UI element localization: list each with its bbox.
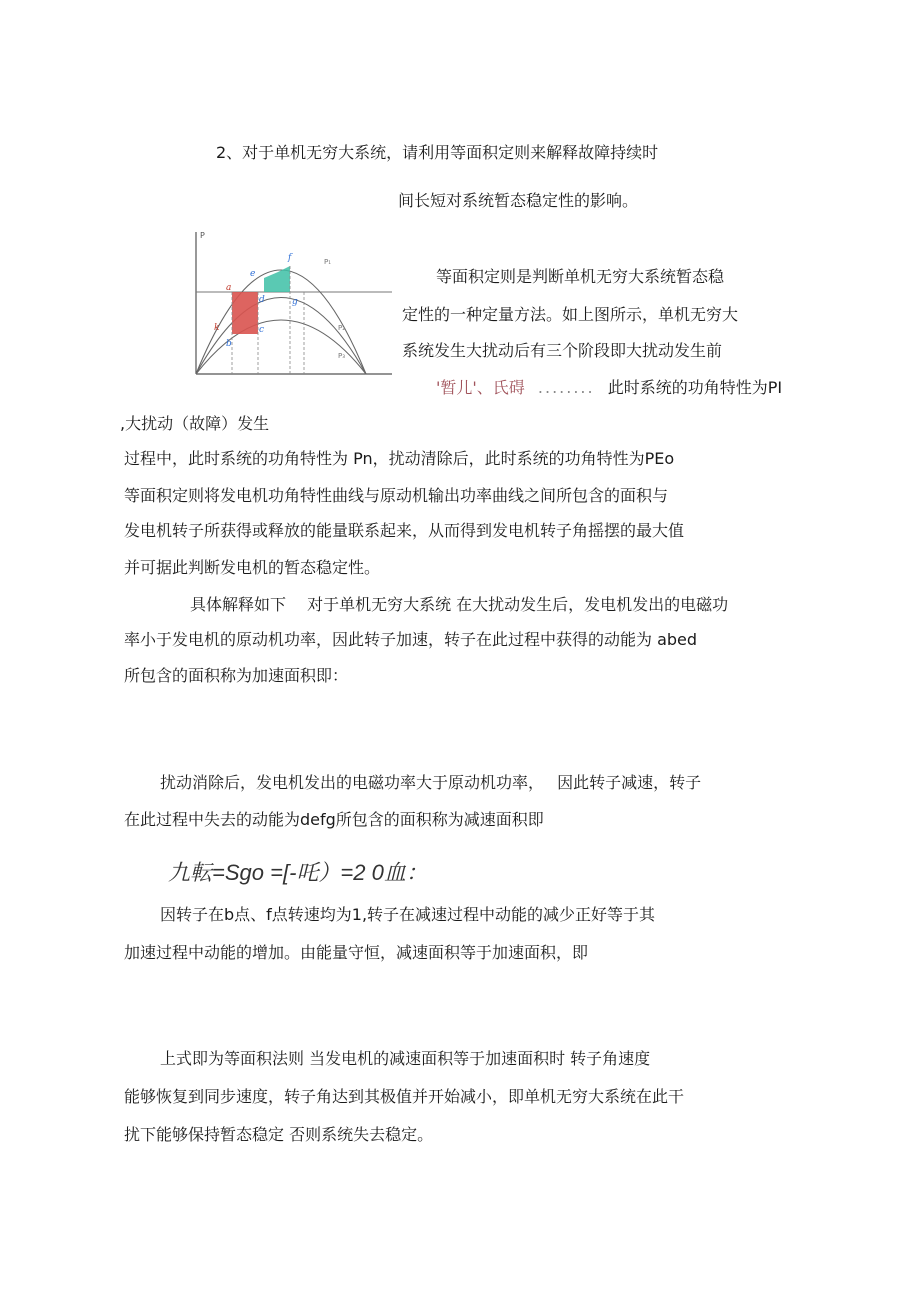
curve-label-2: P₂ <box>338 324 346 332</box>
curve-label-1: P₁ <box>324 258 332 266</box>
point-a: a <box>226 283 232 293</box>
intro-line-5: ,大扰动（故障）发生 <box>120 414 270 433</box>
power-angle-figure <box>186 226 398 378</box>
point-e: e <box>250 269 256 279</box>
intro-line-9: 并可据此判断发电机的暂态稳定性。 <box>124 558 381 577</box>
intro-garbled-text: '暂儿'、氏碍 <box>436 378 525 397</box>
conclusion-line-1: 上式即为等面积法则 当发电机的减速面积等于加速面积时 转子角速度 <box>160 1049 651 1068</box>
speed-line-2: 加速过程中动能的增加。由能量守恒，减速面积等于加速面积，即 <box>124 943 589 962</box>
intro-line-8: 发电机转子所获得或释放的能量联系起来，从而得到发电机转子角摇摆的最大值 <box>124 521 685 540</box>
acceleration-area <box>232 292 258 334</box>
conclusion-line-3: 扰下能够保持暂态稳定 否则系统失去稳定。 <box>124 1125 434 1144</box>
intro-line-3: 系统发生大扰动后有三个阶段即大扰动发生前 <box>402 341 723 360</box>
explain-line-2: 率小于发电机的原动机功率，因此转子加速，转子在此过程中获得的动能为 abed <box>124 630 698 649</box>
intro-line-6: 过程中，此时系统的功角特性为 Pn，扰动清除后，此时系统的功角特性为PEo <box>124 449 675 468</box>
point-d: d <box>259 295 265 305</box>
intro-line-4 <box>436 377 782 399</box>
decel-line-1: 扰动消除后，发电机发出的电磁功率大于原动机功率， 因此转子减速，转子 <box>160 773 702 792</box>
intro-line-7: 等面积定则将发电机功角特性曲线与原动机输出功率曲线之间所包含的面积与 <box>124 486 669 505</box>
intro-dots: ........ <box>537 378 595 397</box>
question-line-2: 间长短对系统暂态稳定性的影响。 <box>398 191 639 210</box>
point-c: c <box>259 325 265 335</box>
point-b: b <box>226 339 232 349</box>
conclusion-line-2: 能够恢复到同步速度，转子角达到其极值并开始减小，即单机无穷大系统在此干 <box>124 1087 685 1106</box>
y-axis-label: P <box>200 231 205 240</box>
explain-line-3: 所包含的面积称为加速面积即： <box>124 666 349 685</box>
intro-p1-text: 此时系统的功角特性为PI <box>607 378 783 397</box>
decel-line-2: 在此过程中失去的动能为defg所包含的面积称为减速面积即 <box>124 810 544 829</box>
intro-line-1: 等面积定则是判断单机无穷大系统暂态稳 <box>436 267 725 286</box>
point-g: g <box>292 297 298 307</box>
point-f: f <box>288 253 292 263</box>
deceleration-formula: 九転=Sgo =[-吒）=2 0血： <box>168 860 428 885</box>
intro-line-2: 定性的一种定量方法。如上图所示，单机无穷大 <box>402 305 739 324</box>
question-line-1: 2、对于单机无穷大系统，请利用等面积定则来解释故障持续时 <box>216 143 659 162</box>
explain-line-1: 具体解释如下 对于单机无穷大系统 在大扰动发生后，发电机发出的电磁功 <box>190 595 729 614</box>
speed-line-1: 因转子在b点、f点转速均为1,转子在减速过程中动能的减少正好等于其 <box>160 905 656 924</box>
point-k: k <box>214 323 220 333</box>
curve-label-3: P₃ <box>338 352 346 360</box>
